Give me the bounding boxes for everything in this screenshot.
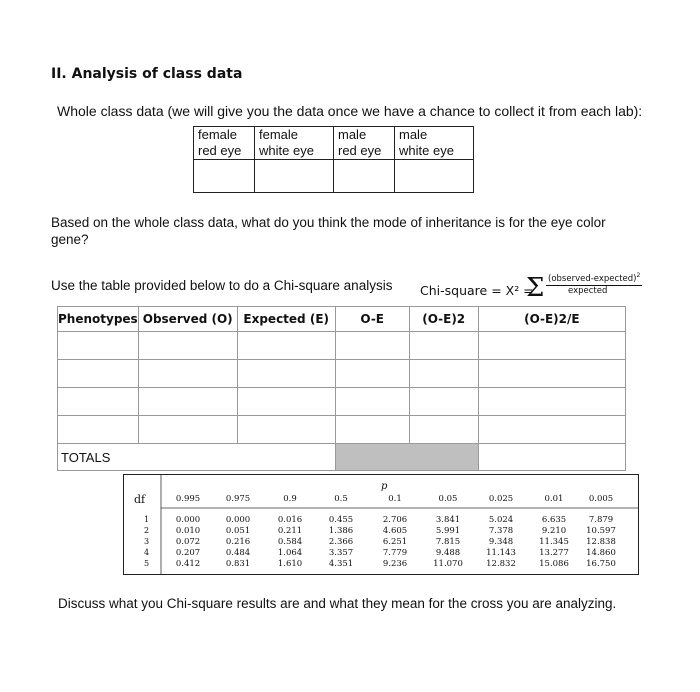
- critical-value: 4.605: [382, 526, 408, 536]
- critical-value: 4.351: [328, 559, 354, 569]
- chi-header: Expected (E): [237, 307, 335, 332]
- critical-value: 11.143: [486, 548, 516, 558]
- critical-value: 0.831: [225, 559, 251, 569]
- chi-cell[interactable]: [58, 332, 139, 360]
- chi-intro: Use the table provided below to do a Chi-square analysis: [51, 278, 393, 293]
- df-value: 1: [144, 515, 150, 524]
- critical-value: 1.064: [277, 548, 303, 558]
- p-value-header: 0.995: [175, 494, 201, 504]
- critical-value: 12.838: [586, 537, 616, 547]
- df-label: df: [134, 493, 146, 506]
- p-value-header: 0.1: [388, 494, 402, 504]
- formula-denominator: expected: [568, 286, 608, 296]
- df-value: 3: [144, 537, 150, 546]
- critical-value: 5.991: [435, 526, 461, 536]
- chi-square-table: [57, 306, 626, 471]
- critical-value: 5.024: [488, 515, 514, 525]
- totals-cell[interactable]: [478, 444, 625, 471]
- totals-label: TOTALS: [58, 444, 336, 471]
- chi-cell[interactable]: [58, 360, 139, 388]
- critical-value: 7.879: [588, 515, 614, 525]
- p-value-header: 0.025: [488, 494, 514, 504]
- chi-cell[interactable]: [409, 388, 478, 416]
- critical-value: 16.750: [586, 559, 616, 569]
- chi-header: (O-E)2: [409, 307, 478, 332]
- critical-value: 0.211: [277, 526, 303, 536]
- p-label: p: [381, 481, 388, 492]
- p-value-header: 0.975: [225, 494, 251, 504]
- formula-label: Chi-square = X² =: [420, 283, 534, 298]
- critical-value: 0.000: [175, 515, 201, 525]
- chi-cell[interactable]: [237, 332, 335, 360]
- p-value-header: 0.01: [544, 494, 564, 504]
- p-value-header: 0.9: [283, 494, 297, 504]
- p-value-header: 0.5: [334, 494, 348, 504]
- chi-cell[interactable]: [138, 388, 237, 416]
- critical-value: 7.779: [382, 548, 408, 558]
- critical-value: 0.207: [175, 548, 201, 558]
- class-cell[interactable]: [194, 160, 255, 193]
- chi-cell[interactable]: [409, 360, 478, 388]
- critical-value: 12.832: [486, 559, 516, 569]
- critical-value: 9.348: [488, 537, 514, 547]
- critical-value: 0.016: [277, 515, 303, 525]
- chi-cell[interactable]: [138, 332, 237, 360]
- sigma-icon: Σ: [526, 273, 545, 303]
- chi-square-formula: [420, 270, 695, 304]
- class-cell[interactable]: [334, 160, 395, 193]
- critical-value: 0.010: [175, 526, 201, 536]
- chi-cell[interactable]: [478, 416, 625, 444]
- critical-value: 1.610: [277, 559, 303, 569]
- critical-value: 0.051: [225, 526, 251, 536]
- critical-value: 11.070: [433, 559, 463, 569]
- critical-value: 0.000: [225, 515, 251, 525]
- critical-value: 2.706: [382, 515, 408, 525]
- critical-value: 0.484: [225, 548, 251, 558]
- critical-value: 0.072: [175, 537, 201, 547]
- chi-cell[interactable]: [58, 416, 139, 444]
- chi-cell[interactable]: [335, 388, 409, 416]
- chi-header: Phenotypes: [58, 307, 139, 332]
- critical-value: 6.635: [541, 515, 567, 525]
- chi-cell[interactable]: [478, 332, 625, 360]
- chi-cell[interactable]: [335, 360, 409, 388]
- class-header-male-red: male red eye: [334, 127, 395, 160]
- chi-cell[interactable]: [237, 388, 335, 416]
- critical-value: 15.086: [539, 559, 569, 569]
- section-title: II. Analysis of class data: [51, 66, 243, 82]
- class-cell[interactable]: [255, 160, 334, 193]
- chi-cell[interactable]: [478, 388, 625, 416]
- chi-cell[interactable]: [138, 360, 237, 388]
- chi-header: Observed (O): [138, 307, 237, 332]
- df-value: 5: [144, 559, 150, 568]
- class-data-intro: Whole class data (we will give you the data once we have a chance to collect it from each lab):: [57, 103, 643, 119]
- critical-value: 0.216: [225, 537, 251, 547]
- chi-cell[interactable]: [58, 388, 139, 416]
- critical-value: 0.584: [277, 537, 303, 547]
- discuss-prompt: Discuss what you Chi-square results are and what they mean for the cross you are analyzing.: [58, 596, 617, 611]
- critical-value: 10.597: [586, 526, 616, 536]
- critical-value: 13.277: [539, 548, 569, 558]
- class-cell[interactable]: [395, 160, 474, 193]
- critical-value: 6.251: [382, 537, 408, 547]
- critical-value: 7.815: [435, 537, 461, 547]
- critical-value: 0.455: [328, 515, 354, 525]
- critical-value: 3.841: [435, 515, 461, 525]
- class-header-female-white: female white eye: [255, 127, 334, 160]
- critical-value: 9.210: [541, 526, 567, 536]
- critical-value: 11.345: [539, 537, 569, 547]
- chi-square-distribution-table: [123, 474, 639, 575]
- chi-cell[interactable]: [409, 332, 478, 360]
- chi-cell[interactable]: [138, 416, 237, 444]
- class-header-male-white: male white eye: [395, 127, 474, 160]
- chi-cell[interactable]: [335, 416, 409, 444]
- formula-numerator: (observed-expected)$^2$: [548, 272, 641, 284]
- mode-question: Based on the whole class data, what do you think the mode of inheritance is for the eye color gene?: [51, 215, 606, 247]
- totals-shaded-cell: [335, 444, 478, 471]
- critical-value: 9.236: [382, 559, 408, 569]
- critical-value: 3.357: [328, 548, 354, 558]
- critical-value: 9.488: [435, 548, 461, 558]
- df-value: 2: [144, 526, 150, 535]
- critical-value: 0.412: [175, 559, 201, 569]
- p-value-header: 0.05: [438, 494, 458, 504]
- critical-value: 14.860: [586, 548, 616, 558]
- class-header-female-red: female red eye: [194, 127, 255, 160]
- chi-cell[interactable]: [478, 360, 625, 388]
- chi-cell[interactable]: [335, 332, 409, 360]
- chi-cell[interactable]: [237, 416, 335, 444]
- chi-header: (O-E)2/E: [478, 307, 625, 332]
- df-value: 4: [144, 548, 150, 557]
- p-value-header: 0.005: [588, 494, 614, 504]
- chi-header: O-E: [335, 307, 409, 332]
- class-data-table: [193, 126, 474, 193]
- critical-value: 1.386: [328, 526, 354, 536]
- chi-cell[interactable]: [409, 416, 478, 444]
- critical-value: 2.366: [328, 537, 354, 547]
- critical-value: 7.378: [488, 526, 514, 536]
- chi-cell[interactable]: [237, 360, 335, 388]
